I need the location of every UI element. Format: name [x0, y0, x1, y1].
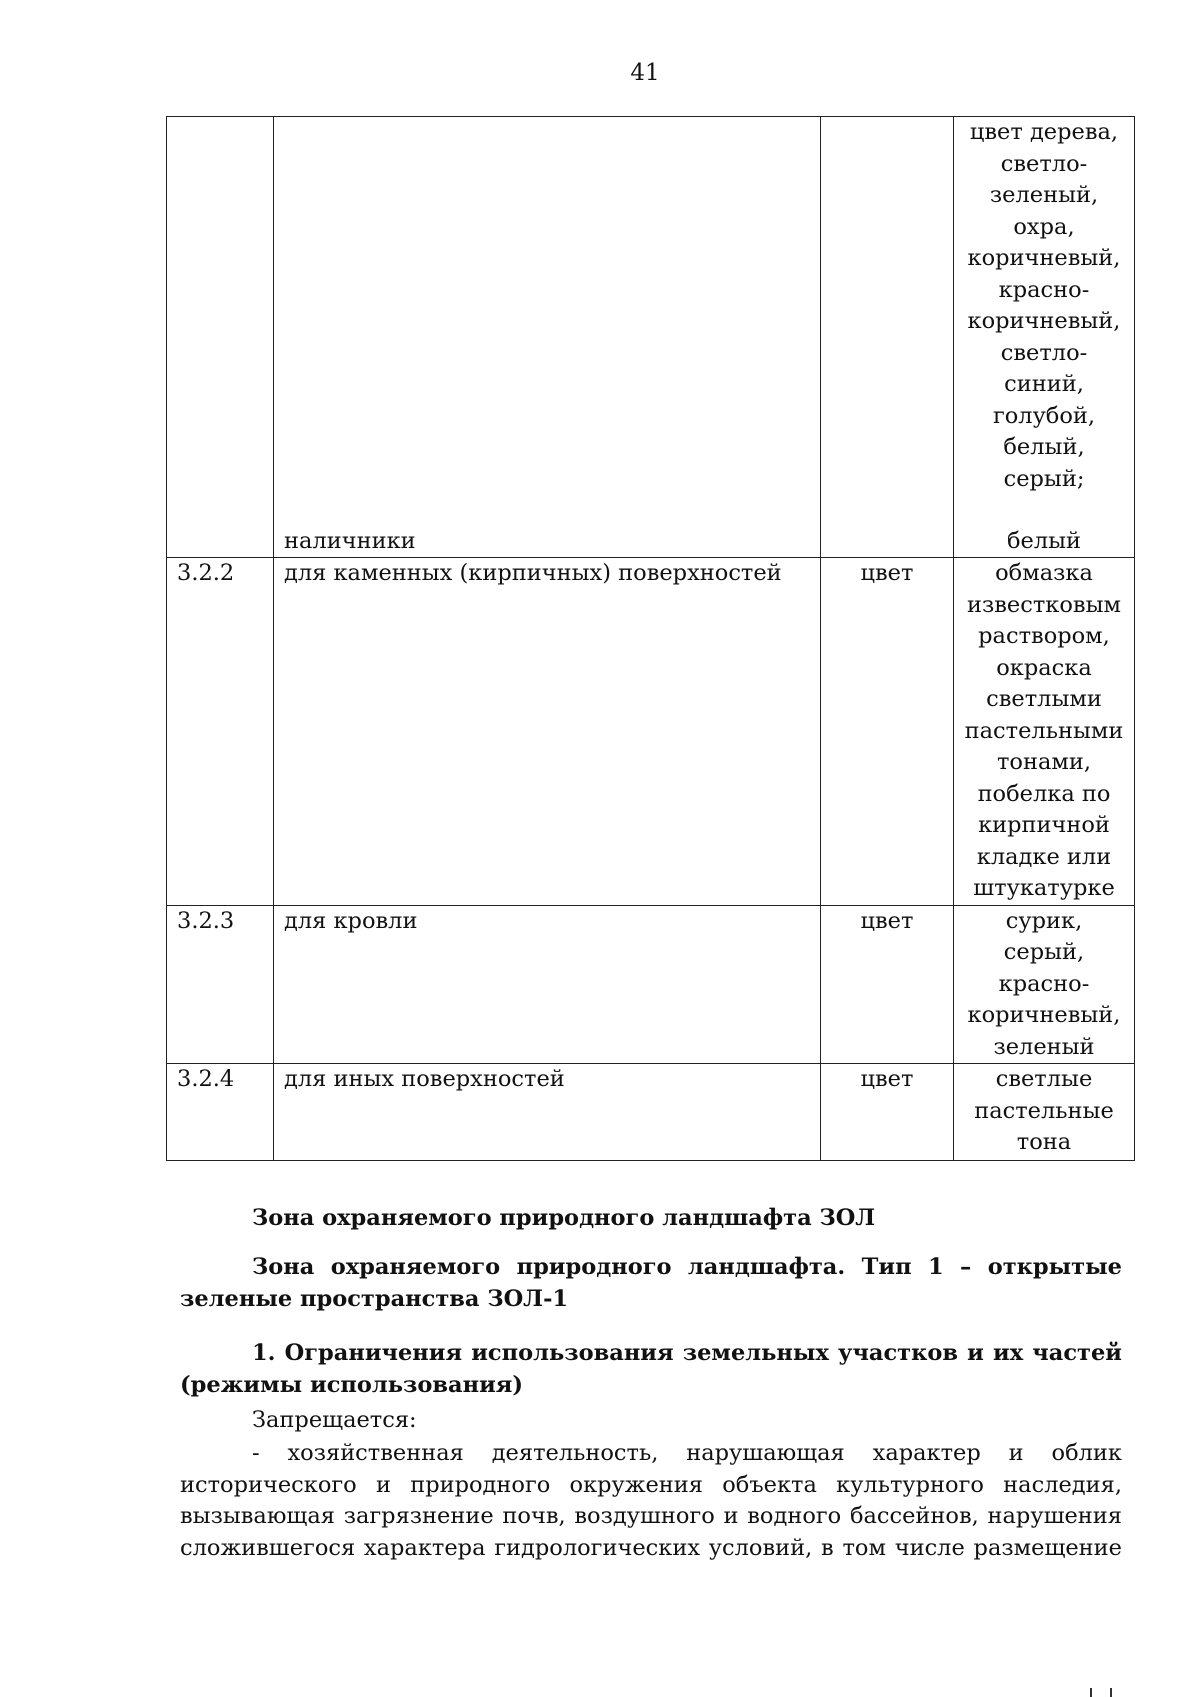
value-line: светлыми	[986, 686, 1102, 712]
row-value-cell	[954, 558, 1135, 906]
value-line: светлые	[995, 1066, 1093, 1092]
value-line: цвет дерева,	[969, 119, 1119, 145]
body-line: вызывающая загрязнение почв, воздушного и водного бассейнов, нарушения	[180, 1503, 1122, 1529]
row-value-cell	[954, 905, 1135, 1064]
value-line: белый,	[1003, 434, 1085, 460]
value-line: серый,	[1003, 939, 1085, 965]
value-line: зеленый,	[989, 182, 1099, 208]
row-name: для каменных (кирпичных) поверхностей	[274, 558, 821, 906]
zone-type-heading-line1: Зона охраняемого природного ландшафта. Тип 1 – открытые	[252, 1254, 1122, 1280]
value-line: обмазка	[995, 560, 1093, 586]
row-number: 3.2.2	[167, 558, 274, 906]
row-param: цвет	[821, 1064, 954, 1161]
value-line: красно-	[998, 970, 1090, 997]
zone-heading-text: Зона охраняемого природного ландшафта ЗОЛ	[252, 1205, 876, 1231]
row-param: цвет	[821, 558, 954, 906]
value-line: раствором,	[978, 623, 1110, 649]
value-line: охра,	[1013, 213, 1075, 240]
scan-mark	[1110, 1688, 1112, 1697]
body-line: - хозяйственная деятельность, нарушающая характер и облик	[252, 1440, 1122, 1466]
value-line: синий,	[1004, 371, 1084, 397]
value-line: окраска	[996, 654, 1092, 681]
value-line: коричневый,	[967, 245, 1121, 271]
row-name: для иных поверхностей	[274, 1064, 821, 1161]
value-line: тонами,	[996, 749, 1092, 775]
value-line: серый;	[1003, 465, 1085, 492]
value-line: побелка по	[977, 780, 1111, 807]
zone-type-heading	[180, 1252, 1122, 1315]
value-line: тона	[1016, 1129, 1072, 1155]
row-value	[954, 1064, 1134, 1159]
row-number: 3.2.4	[167, 1064, 274, 1161]
value-line: коричневый,	[967, 1002, 1121, 1028]
zone-type-heading-line2: зеленые пространства ЗОЛ-1	[180, 1285, 569, 1312]
row-value	[954, 558, 1134, 905]
value-line: кладке или	[976, 843, 1112, 870]
row-number: 3.2.3	[167, 905, 274, 1064]
row-value	[954, 906, 1134, 1064]
row-value-last: белый	[1006, 527, 1082, 554]
body-line: сложившегося характера гидрологических условий, в том числе размещение	[180, 1534, 1122, 1561]
restrictions-heading-line2: (режимы использования)	[180, 1371, 524, 1398]
value-line: зеленый	[993, 1033, 1095, 1060]
table-row	[167, 117, 1135, 558]
table-row	[167, 1064, 1135, 1161]
row-name: для кровли	[274, 905, 821, 1064]
row-number	[167, 117, 274, 558]
row-name-cell	[274, 117, 821, 558]
row-param: цвет	[821, 905, 954, 1064]
value-line: кирпичной	[978, 812, 1110, 838]
forbidden-label: Запрещается:	[252, 1407, 417, 1433]
zone-heading	[180, 1203, 1122, 1235]
row-value-cell	[954, 117, 1135, 558]
body-paragraph	[180, 1438, 1122, 1564]
value-line: коричневый,	[967, 308, 1121, 334]
row-param	[821, 117, 954, 558]
value-line: известковым	[967, 591, 1121, 618]
table-row	[167, 558, 1135, 906]
row-value-cell	[954, 1064, 1135, 1161]
value-line: светло-	[1000, 150, 1088, 177]
body-line: исторического и природного окружения объекта культурного наследия,	[180, 1471, 1122, 1498]
row-name: наличники	[284, 527, 416, 554]
value-line: красно-	[998, 276, 1090, 303]
restrictions-heading-line1: 1. Ограничения использования земельных участков и их частей	[252, 1340, 1122, 1366]
value-line: штукатурке	[973, 875, 1115, 901]
table-row	[167, 905, 1135, 1064]
value-line: сурик,	[1005, 907, 1083, 934]
restrictions-heading	[180, 1338, 1122, 1401]
value-line: голубой,	[992, 402, 1096, 429]
page-number: 41	[630, 60, 660, 86]
value-line: пастельными	[964, 717, 1124, 744]
spec-table	[166, 116, 1135, 1161]
row-value	[954, 117, 1134, 495]
scan-mark	[1090, 1688, 1092, 1697]
value-line: пастельные	[974, 1097, 1114, 1124]
value-line: светло-	[1000, 339, 1088, 366]
